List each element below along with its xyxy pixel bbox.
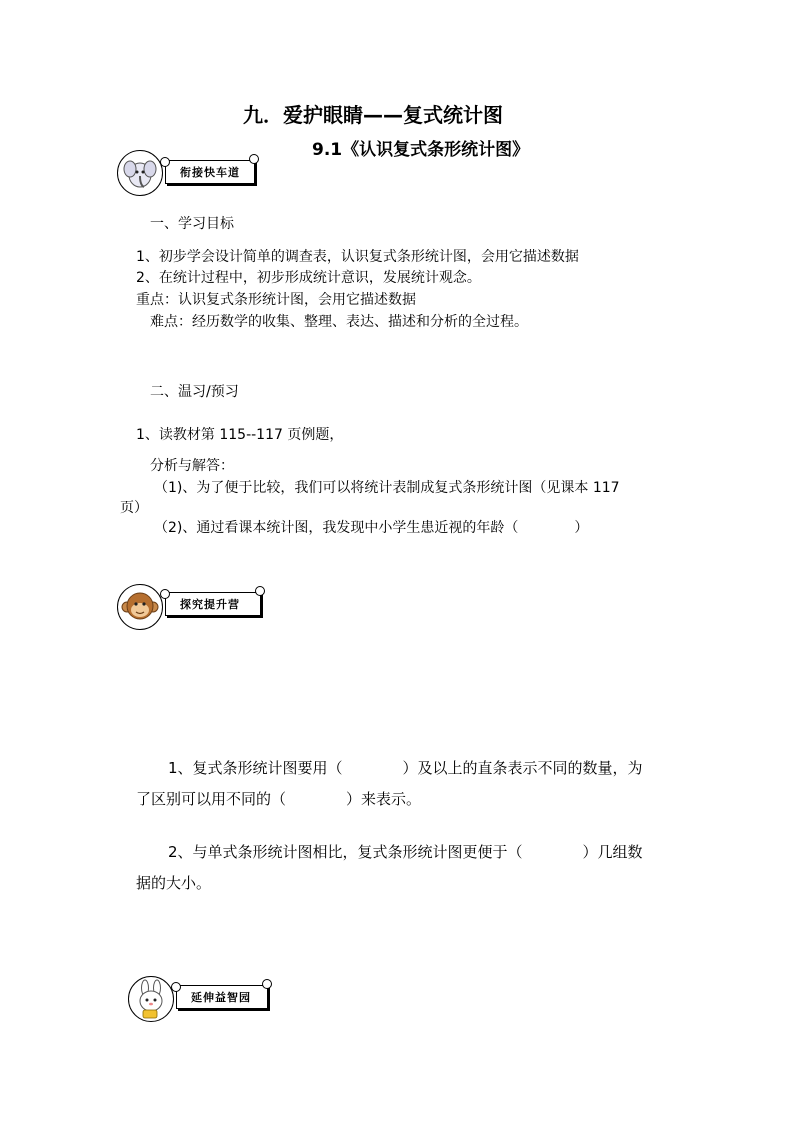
analysis-label: 分析与解答： (150, 458, 234, 474)
preview-item-1: 1、读教材第 115--117 页例题， (136, 427, 344, 443)
exploration-question-1-line-1: 1、复式条形统计图要用（ ）及以上的直条表示不同的数量，为 (168, 759, 643, 777)
difficulty-point: 难点：经历数学的收集、整理、表达、描述和分析的全过程。 (150, 314, 528, 330)
banner-second (117, 582, 267, 630)
banner-second-label: 探究提升营 (165, 592, 261, 616)
key-point: 重点：认识复式条形统计图，会用它描述数据 (136, 292, 416, 308)
goal-2: 2、在统计过程中，初步形成统计意识，发展统计观念。 (136, 270, 481, 286)
page-subtitle: 9.1《认识复式条形统计图》 (312, 140, 530, 160)
goal-1: 1、初步学会设计简单的调查表，认识复式条形统计图，会用它描述数据 (136, 249, 579, 265)
banner-third (128, 973, 278, 1023)
banner-third-label: 延伸益智园 (176, 985, 268, 1009)
question-2: （2)、通过看课本统计图，我发现中小学生患近视的年龄（ ） (154, 520, 589, 536)
page-title: 九．爱护眼睛——复式统计图 (243, 103, 503, 127)
exploration-question-2-line-2: 据的大小。 (136, 874, 212, 892)
exploration-question-2-line-1: 2、与单式条形统计图相比，复式条形统计图更便于（ ）几组数 (168, 843, 643, 861)
monkey-mascot-icon (117, 584, 163, 630)
section1-heading: 一、学习目标 (150, 216, 234, 232)
banner-first (117, 148, 262, 196)
exploration-question-1-line-2: 了区别可以用不同的（ ）来表示。 (136, 790, 422, 808)
rabbit-mascot-icon (128, 976, 174, 1022)
section2-heading: 二、温习/预习 (150, 384, 239, 400)
question-1-line-2: 页） (120, 500, 148, 516)
elephant-mascot-icon (117, 150, 163, 196)
banner-first-label: 衔接快车道 (165, 160, 255, 184)
question-1-line-1: （1)、为了便于比较，我们可以将统计表制成复式条形统计图（见课本 117 (154, 480, 620, 496)
